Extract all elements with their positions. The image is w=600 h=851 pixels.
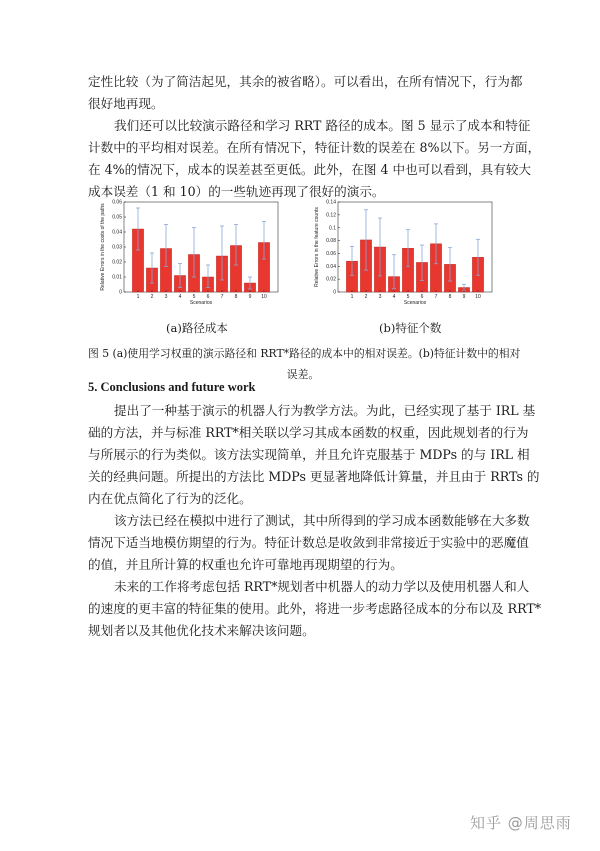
x-tick-label: 4	[178, 294, 182, 300]
paragraph-cost-comparison	[88, 115, 541, 203]
text-line: 规划者以及其他优化技术来解决该问题。	[88, 623, 315, 638]
figure-caption	[88, 343, 521, 385]
y-tick-label: 0	[119, 289, 122, 296]
paragraph-conclusion-2	[88, 510, 530, 576]
caption-line: 误差。	[286, 368, 320, 381]
y-tick-label: 0.02	[326, 276, 336, 283]
text-line: 与所展示的行为类似。该方法实现简单，并且允许克服基于 MDPs 的与 IRL 相	[88, 447, 530, 462]
text-line: 计数中的平均相对误差。在所有情况下，特征计数的误差在 8%以下。另一方面，	[88, 140, 541, 155]
text-line: 内在优点简化了行为的泛化。	[88, 491, 252, 506]
x-tick-label: 3	[164, 294, 168, 300]
section-heading: 5. Conclusions and future work	[88, 380, 256, 394]
x-tick-label: 7	[434, 294, 438, 300]
x-tick-label: 1	[136, 294, 140, 300]
y-tick-label: 0.02	[112, 259, 122, 266]
y-axis-label: Relative Errors in the costs of the paths	[100, 203, 106, 291]
text-line: 的速度的更丰富的特征集的使用。此外，将进一步考虑路径成本的分布以及 RRT*	[88, 601, 542, 616]
caption-line: 图 5 (a)使用学习权重的演示路径和 RRT*路径的成本中的相对误差。(b)特征计数中的相对	[88, 347, 521, 360]
x-tick-label: 8	[234, 294, 238, 300]
text-line: 关的经典问题。所提出的方法比 MDPs 更显著地降低计算量，并且由于 RRTs 的	[88, 469, 540, 484]
x-tick-label: 6	[206, 294, 210, 300]
text-line: 未来的工作将考虑包括 RRT*规划者中机器人的动力学以及使用机器人和人	[114, 579, 530, 594]
y-tick-label: 0.14	[326, 199, 336, 206]
x-tick-label: 9	[462, 294, 466, 300]
y-tick-label: 0.08	[326, 238, 336, 245]
x-tick-label: 9	[248, 294, 252, 300]
x-axis-label: Scenarios	[403, 300, 427, 306]
y-tick-label: 0.01	[112, 274, 122, 281]
paragraph-future-work	[88, 576, 542, 642]
x-tick-label: 6	[420, 294, 424, 300]
text-line: 该方法已经在模拟中进行了测试，其中所得到的学习成本函数能够在大多数	[114, 513, 530, 528]
text-line: 成本误差（1 和 10）的一些轨迹再现了很好的演示。	[88, 184, 385, 199]
subcaption-a: (a)路径成本	[166, 321, 228, 335]
x-tick-label: 5	[192, 294, 196, 300]
text-line: 定性比较（为了简洁起见，其余的被省略）。可以看出，在所有情况下，行为都	[88, 74, 523, 89]
text-line: 提出了一种基于演示的机器人行为教学方法。为此，已经实现了基于 IRL 基	[114, 403, 536, 418]
x-axis-label: Scenarios	[189, 300, 213, 306]
figure-a-cost-errors	[96, 196, 286, 314]
y-tick-label: 0.05	[112, 214, 122, 221]
figure-b-feature-errors	[310, 196, 500, 314]
x-tick-label: 10	[475, 294, 481, 300]
text-line: 在 4%的情况下，成本的误差甚至更低。此外，在图 4 中也可以看到，具有较大	[88, 162, 532, 177]
text-line: 我们还可以比较演示路径和学习 RRT 路径的成本。图 5 显示了成本和特征	[114, 118, 531, 133]
y-tick-label: 0	[333, 289, 336, 296]
paragraph-conclusion-1	[88, 400, 540, 510]
zhihu-watermark: 知乎 @周思雨	[470, 814, 572, 832]
y-axis-label: Relative Errors in the feature counts	[314, 207, 320, 287]
x-tick-label: 8	[448, 294, 452, 300]
y-tick-label: 0.06	[112, 199, 122, 206]
bar-chart-feature-counts	[310, 196, 500, 314]
text-line: 的值，并且所计算的权重也允许可靠地再现期望的行为。	[88, 557, 403, 572]
x-tick-label: 4	[392, 294, 396, 300]
text-line: 很好地再现。	[88, 96, 164, 111]
text-line: 情况下适当地模仿期望的行为。特征计数总是收敛到非常接近于实验中的恶魔值	[88, 535, 529, 550]
subcaption-b: (b)特征个数	[379, 321, 442, 335]
x-tick-label: 1	[350, 294, 354, 300]
x-tick-label: 2	[150, 294, 154, 300]
bar-chart-path-costs	[96, 196, 286, 314]
y-tick-label: 0.1	[329, 225, 336, 232]
y-tick-label: 0.12	[326, 212, 336, 219]
x-tick-label: 10	[261, 294, 267, 300]
text-line: 础的方法，并与标准 RRT*相关联以学习其成本函数的权重，因此规划者的行为	[88, 425, 529, 440]
y-tick-label: 0.04	[326, 263, 336, 270]
paragraph-continuation	[88, 71, 523, 115]
y-tick-label: 0.04	[112, 229, 122, 236]
y-tick-label: 0.03	[112, 244, 122, 251]
x-tick-label: 5	[406, 294, 410, 300]
x-tick-label: 7	[220, 294, 224, 300]
x-tick-label: 3	[378, 294, 382, 300]
x-tick-label: 2	[364, 294, 368, 300]
y-tick-label: 0.06	[326, 251, 336, 258]
